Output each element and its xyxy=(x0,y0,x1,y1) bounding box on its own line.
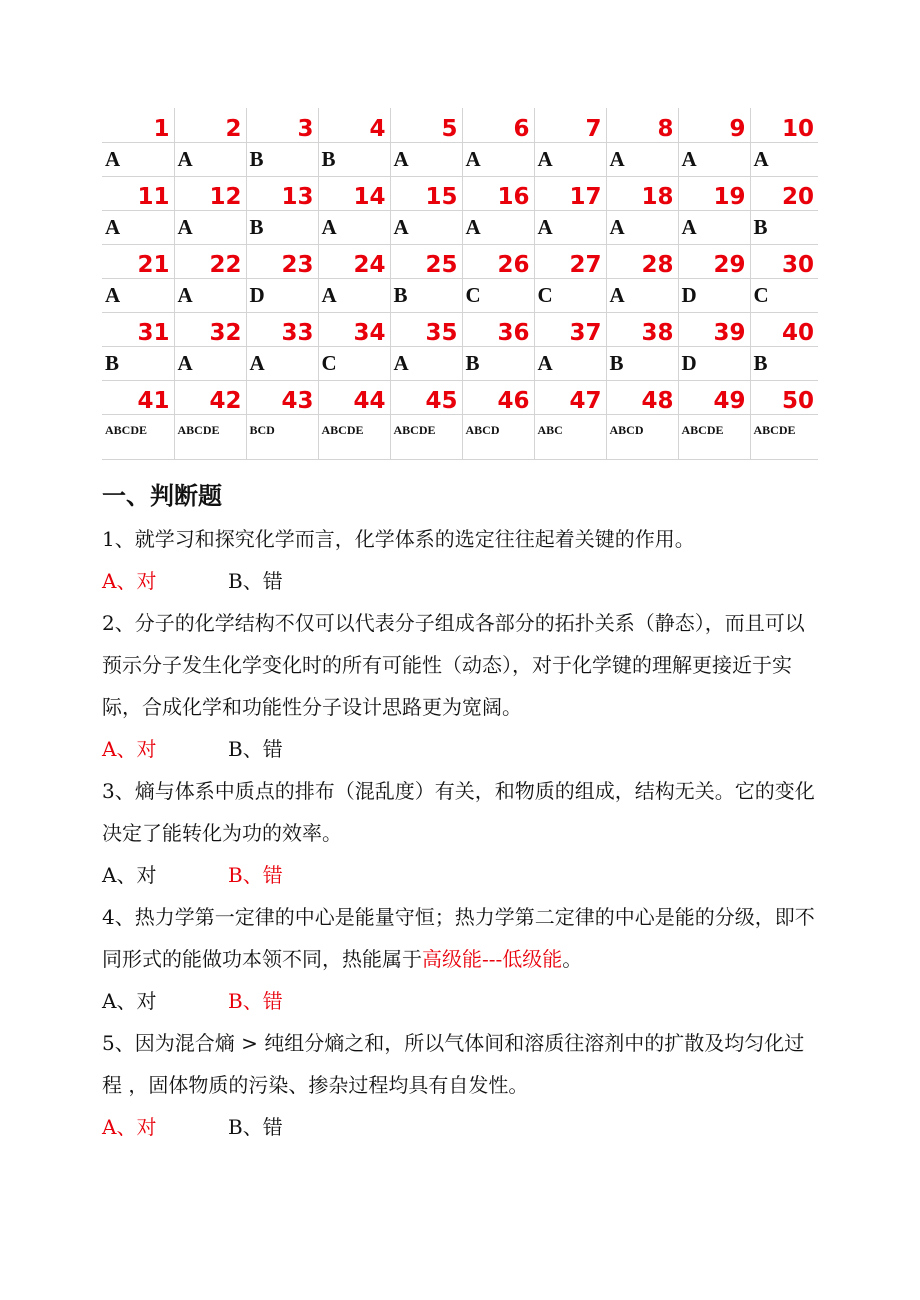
answer-cell: A xyxy=(318,279,390,313)
answer-key-table xyxy=(102,108,818,460)
question-5-options xyxy=(102,1106,283,1148)
answer-cell: B xyxy=(390,279,462,313)
question-number-cell: 31 xyxy=(102,313,174,347)
question-number-cell: 28 xyxy=(606,245,678,279)
question-number-cell: 32 xyxy=(174,313,246,347)
answer-cell: ABCDE xyxy=(102,415,174,460)
question-number-cell: 37 xyxy=(534,313,606,347)
question-number-cell: 47 xyxy=(534,381,606,415)
question-number-cell: 43 xyxy=(246,381,318,415)
answer-cell: D xyxy=(678,347,750,381)
option-a[interactable]: A、对 xyxy=(102,989,157,1013)
question-text: 3、熵与体系中质点的排布（混乱度）有关，和物质的组成，结构无关。它的变化决定了能转化为功的效率。 xyxy=(102,779,815,845)
answer-cell: C xyxy=(462,279,534,313)
answer-cell: A xyxy=(750,143,818,177)
question-number-cell: 15 xyxy=(390,177,462,211)
option-b[interactable]: B、错 xyxy=(228,863,283,887)
question-text-part: 4、热力学第一定律的中心是能量守恒；热力学第二定律的中心是能的分级，即不同形式的能做功本领不同，热能属于 xyxy=(102,905,815,971)
question-number-cell: 7 xyxy=(534,108,606,143)
question-number-cell: 25 xyxy=(390,245,462,279)
question-number-cell: 6 xyxy=(462,108,534,143)
question-text: 2、分子的化学结构不仅可以代表分子组成各部分的拓扑关系（静态），而且可以预示分子发生化学变化时的所有可能性（动态），对于化学键的理解更接近于实际，合成化学和功能性分子设计思路更为宽阔。 xyxy=(102,611,805,719)
answer-cell: ABC xyxy=(534,415,606,460)
question-number-cell: 30 xyxy=(750,245,818,279)
question-number-cell: 33 xyxy=(246,313,318,347)
question-1-options xyxy=(102,560,283,602)
answer-row xyxy=(102,211,818,245)
answer-cell: ABCDE xyxy=(678,415,750,460)
answer-cell: ABCD xyxy=(462,415,534,460)
question-number-cell: 18 xyxy=(606,177,678,211)
option-a[interactable]: A、对 xyxy=(102,569,157,593)
question-text-end: 。 xyxy=(562,947,583,971)
question-2 xyxy=(102,602,822,728)
question-number-cell: 14 xyxy=(318,177,390,211)
question-number-cell: 12 xyxy=(174,177,246,211)
answer-cell: D xyxy=(678,279,750,313)
answer-cell: A xyxy=(174,211,246,245)
question-4-options xyxy=(102,980,283,1022)
answer-cell: A xyxy=(390,211,462,245)
question-number-cell: 2 xyxy=(174,108,246,143)
answer-cell: A xyxy=(174,143,246,177)
question-number-cell: 20 xyxy=(750,177,818,211)
answer-cell: A xyxy=(318,211,390,245)
answer-cell: A xyxy=(534,347,606,381)
answer-cell: B xyxy=(750,211,818,245)
answer-cell: A xyxy=(462,211,534,245)
answer-cell: A xyxy=(678,143,750,177)
answer-cell: A xyxy=(174,279,246,313)
question-number-cell: 21 xyxy=(102,245,174,279)
question-number-cell: 24 xyxy=(318,245,390,279)
option-b[interactable]: B、错 xyxy=(228,737,283,761)
question-number-cell: 36 xyxy=(462,313,534,347)
answer-cell: A xyxy=(462,143,534,177)
answer-cell: A xyxy=(678,211,750,245)
question-number-cell: 39 xyxy=(678,313,750,347)
question-text: 1、就学习和探究化学而言，化学体系的选定往往起着关键的作用。 xyxy=(102,527,695,551)
question-text: 5、因为混合熵 > 纯组分熵之和，所以气体间和溶质往溶剂中的扩散及均匀化过程 ，固体物质的污染、掺杂过程均具有自发性。 xyxy=(102,1031,805,1097)
question-number-cell: 38 xyxy=(606,313,678,347)
question-number-row xyxy=(102,381,818,415)
answer-table-body xyxy=(102,108,818,460)
answer-cell: A xyxy=(246,347,318,381)
option-a[interactable]: A、对 xyxy=(102,737,157,761)
answer-cell: ABCDE xyxy=(318,415,390,460)
question-number-row xyxy=(102,177,818,211)
question-number-cell: 1 xyxy=(102,108,174,143)
option-a[interactable]: A、对 xyxy=(102,1115,157,1139)
question-number-cell: 50 xyxy=(750,381,818,415)
answer-cell: A xyxy=(102,279,174,313)
question-number-cell: 44 xyxy=(318,381,390,415)
question-4 xyxy=(102,896,822,980)
answer-row xyxy=(102,347,818,381)
option-a[interactable]: A、对 xyxy=(102,863,157,887)
question-number-cell: 41 xyxy=(102,381,174,415)
question-1 xyxy=(102,518,822,560)
question-number-cell: 17 xyxy=(534,177,606,211)
answer-cell: B xyxy=(246,143,318,177)
question-2-options xyxy=(102,728,283,770)
question-number-cell: 11 xyxy=(102,177,174,211)
option-b[interactable]: B、错 xyxy=(228,989,283,1013)
answer-cell: A xyxy=(606,143,678,177)
section-title: 一、判断题 xyxy=(102,482,222,510)
answer-cell: B xyxy=(318,143,390,177)
question-3 xyxy=(102,770,822,854)
question-number-cell: 16 xyxy=(462,177,534,211)
question-number-cell: 34 xyxy=(318,313,390,347)
answer-cell: ABCDE xyxy=(750,415,818,460)
answer-cell: ABCDE xyxy=(174,415,246,460)
question-text xyxy=(102,896,822,980)
question-number-cell: 13 xyxy=(246,177,318,211)
question-number-cell: 23 xyxy=(246,245,318,279)
option-b[interactable]: B、错 xyxy=(228,569,283,593)
answer-cell: A xyxy=(102,211,174,245)
question-number-cell: 8 xyxy=(606,108,678,143)
question-number-cell: 42 xyxy=(174,381,246,415)
answer-cell: A xyxy=(534,143,606,177)
question-number-cell: 10 xyxy=(750,108,818,143)
answer-cell: A xyxy=(390,143,462,177)
question-number-cell: 4 xyxy=(318,108,390,143)
answer-cell: ABCDE xyxy=(390,415,462,460)
answer-row xyxy=(102,143,818,177)
option-b[interactable]: B、错 xyxy=(228,1115,283,1139)
answer-cell: A xyxy=(174,347,246,381)
question-number-cell: 19 xyxy=(678,177,750,211)
question-number-cell: 5 xyxy=(390,108,462,143)
question-number-cell: 27 xyxy=(534,245,606,279)
answer-cell: A xyxy=(390,347,462,381)
answer-cell: B xyxy=(246,211,318,245)
question-3-options xyxy=(102,854,283,896)
answer-cell: ABCD xyxy=(606,415,678,460)
answer-cell: A xyxy=(606,279,678,313)
question-5 xyxy=(102,1022,822,1106)
question-number-cell: 26 xyxy=(462,245,534,279)
question-number-row xyxy=(102,108,818,143)
question-number-cell: 9 xyxy=(678,108,750,143)
question-number-cell: 3 xyxy=(246,108,318,143)
answer-row xyxy=(102,415,818,460)
answer-row xyxy=(102,279,818,313)
answer-cell: A xyxy=(606,211,678,245)
question-number-cell: 29 xyxy=(678,245,750,279)
question-number-cell: 22 xyxy=(174,245,246,279)
answer-cell: C xyxy=(318,347,390,381)
answer-cell: B xyxy=(750,347,818,381)
question-number-cell: 48 xyxy=(606,381,678,415)
question-number-cell: 46 xyxy=(462,381,534,415)
answer-cell: A xyxy=(534,211,606,245)
question-number-cell: 35 xyxy=(390,313,462,347)
answer-cell: D xyxy=(246,279,318,313)
answer-cell: A xyxy=(102,143,174,177)
answer-cell: BCD xyxy=(246,415,318,460)
question-number-cell: 45 xyxy=(390,381,462,415)
answer-cell: C xyxy=(750,279,818,313)
answer-cell: C xyxy=(534,279,606,313)
question-number-row xyxy=(102,245,818,279)
answer-cell: B xyxy=(102,347,174,381)
question-number-cell: 49 xyxy=(678,381,750,415)
answer-cell: B xyxy=(606,347,678,381)
highlighted-phrase: 高级能---低级能 xyxy=(422,947,563,971)
question-number-row xyxy=(102,313,818,347)
question-number-cell: 40 xyxy=(750,313,818,347)
answer-cell: B xyxy=(462,347,534,381)
